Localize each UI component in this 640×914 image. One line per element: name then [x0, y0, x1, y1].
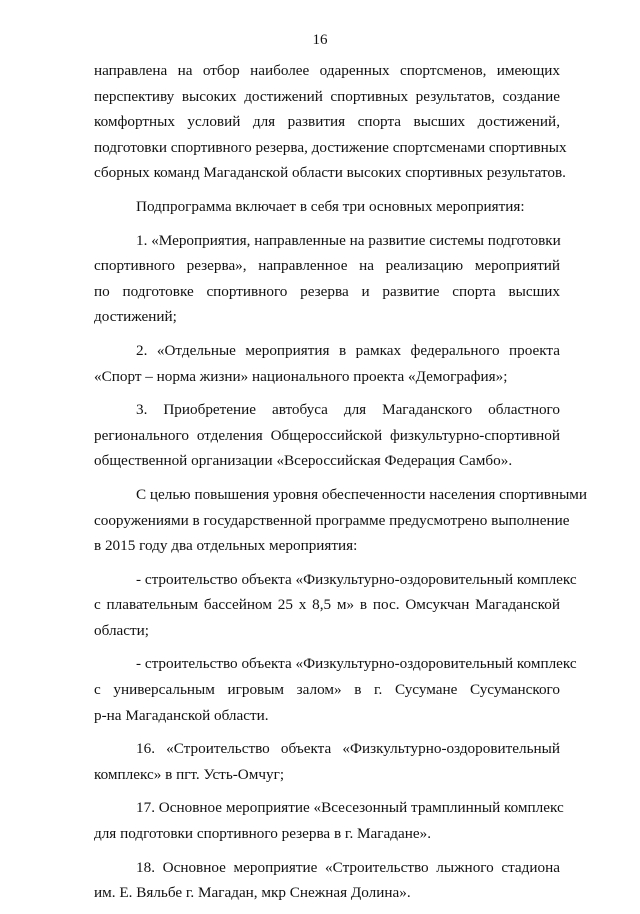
- paragraph-line: подготовки спортивного резерва, достижение спортсменами спортивных: [94, 138, 567, 156]
- paragraph-line: регионального отделения Общероссийской физкультурно-спортивной: [94, 426, 560, 444]
- paragraph-line: 18. Основное мероприятие «Строительство лыжного стадиона: [136, 858, 560, 876]
- paragraph-line: достижений;: [94, 308, 177, 326]
- paragraph-line: для подготовки спортивного резерва в г. Магадане».: [94, 825, 431, 843]
- paragraph-line: им. Е. Вяльбе г. Магадан, мкр Снежная Долина».: [94, 884, 411, 902]
- paragraph-line: 17. Основное мероприятие «Всесезонный трамплинный комплекс: [136, 799, 564, 817]
- paragraph-line: Подпрограмма включает в себя три основных мероприятия:: [136, 197, 525, 215]
- paragraph-line: р-на Магаданской области.: [94, 706, 269, 724]
- paragraph-line: комфортных условий для развития спорта высших достижений,: [94, 113, 560, 131]
- document-body: [94, 58, 588, 914]
- paragraph-line: 16. «Строительство объекта «Физкультурно-оздоровительный: [136, 740, 560, 758]
- paragraph-line: общественной организации «Всероссийская Федерация Самбо».: [94, 452, 513, 470]
- paragraph-line: С целью повышения уровня обеспеченности населения спортивными: [136, 485, 588, 503]
- paragraph-line: с плавательным бассейном 25 х 8,5 м» в пос. Омсукчан Магаданской: [94, 596, 560, 614]
- paragraph-line: 1. «Мероприятия, направленные на развитие системы подготовки: [136, 231, 561, 249]
- paragraph: [94, 482, 588, 559]
- paragraph: [94, 736, 560, 787]
- paragraph-line: сооружениями в государственной программе предусмотрено выполнение: [94, 511, 570, 529]
- paragraph-line: перспективу высоких достижений спортивных результатов, создание: [94, 87, 560, 105]
- paragraph-line: «Спорт – норма жизни» национального проекта «Демография»;: [94, 367, 508, 385]
- paragraph: [94, 397, 560, 474]
- paragraph-line: области;: [94, 621, 149, 639]
- paragraph-line: по подготовке спортивного резерва и развитие спорта высших: [94, 282, 560, 300]
- paragraph-line: направлена на отбор наиболее одаренных спортсменов, имеющих: [94, 62, 560, 79]
- paragraph: [94, 228, 560, 330]
- paragraph: [94, 795, 564, 846]
- page-number: 16: [312, 32, 328, 48]
- paragraph-line: 3. Приобретение автобуса для Магаданского областного: [136, 401, 560, 419]
- paragraph: [94, 338, 560, 389]
- paragraph: [94, 651, 577, 728]
- paragraph-line: - строительство объекта «Физкультурно-оздоровительный комплекс: [136, 655, 577, 673]
- paragraph-line: спортивного резерва», направленное на реализацию мероприятий: [94, 257, 560, 275]
- paragraph-line: 2. «Отдельные мероприятия в рамках федерального проекта: [136, 341, 560, 359]
- paragraph: [94, 58, 567, 186]
- paragraph-line: в 2015 году два отдельных мероприятия:: [94, 537, 358, 555]
- paragraph-line: - строительство объекта «Физкультурно-оздоровительный комплекс: [136, 570, 577, 588]
- paragraph: [94, 567, 577, 644]
- paragraph: [94, 194, 560, 220]
- paragraph: [94, 855, 560, 906]
- paragraph-line: комплекс» в пгт. Усть-Омчуг;: [94, 765, 285, 783]
- paragraph-line: с универсальным игровым залом» в г. Сусумане Сусуманского: [94, 681, 560, 699]
- paragraph-line: сборных команд Магаданской области высоких спортивных результатов.: [94, 164, 566, 182]
